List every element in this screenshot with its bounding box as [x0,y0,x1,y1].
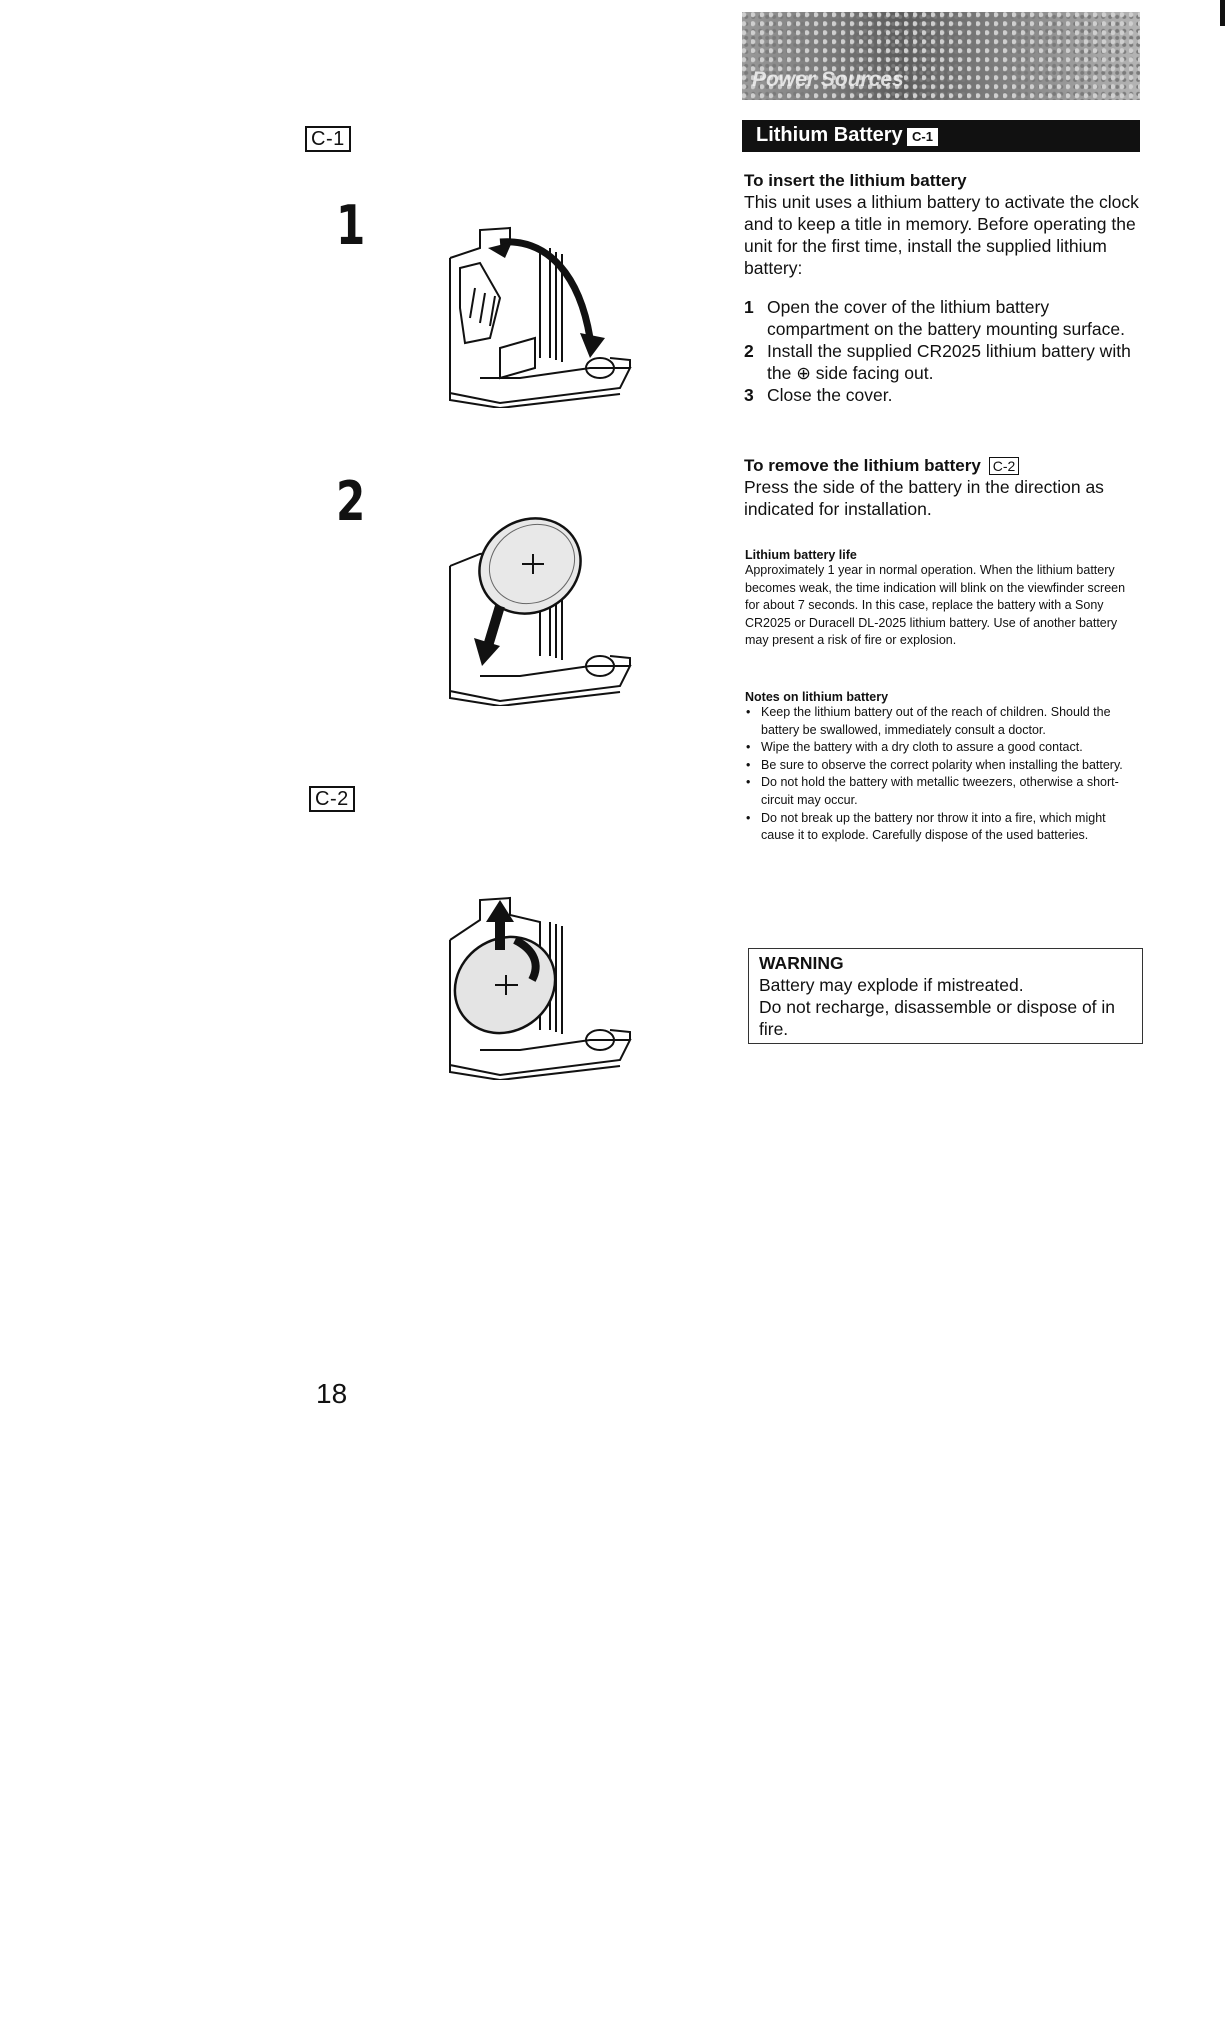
remove-text: Press the side of the battery in the direction as indicated for installation. [744,477,1104,519]
section-banner [742,12,1140,100]
list-item: 3 Close the cover. [744,385,893,405]
figure-c2-label: C-2 [309,786,355,812]
notes-heading: Notes on lithium battery [745,690,889,704]
remove-section [744,456,1144,520]
illustration-remove-battery [440,880,640,1080]
warning-title: WARNING [759,953,844,973]
remove-figure-tag: C-2 [989,457,1020,475]
insert-steps [744,296,1144,406]
page-number: 18 [316,1378,348,1409]
list-item: 2 Install the supplied CR2025 lithium battery with the ⊕ side facing out. [744,341,1131,383]
illustration-insert-battery [440,506,640,706]
figure-c1-label: C-1 [305,126,351,152]
list-item: • Do not break up the battery nor throw it into a fire, which might cause it to explode. Carefully dispose of the used batteries. [745,810,1140,845]
battery-life-section [745,548,1137,650]
section-banner-text: Power Sources [752,68,904,91]
illustration-open-cover [440,218,640,408]
list-item: • Be sure to observe the correct polarity when installing the battery. [745,757,1140,775]
scan-edge-mark [1220,0,1225,26]
list-item: • Do not hold the battery with metallic tweezers, otherwise a short-circuit may occur. [745,774,1140,809]
page-title: Lithium Battery [756,124,903,146]
list-item: • Wipe the battery with a dry cloth to assure a good contact. [745,739,1140,757]
warning-box [748,948,1143,1044]
notes-list [745,704,1140,845]
step-1-number: 1 [336,194,366,257]
warning-line-1: Battery may explode if mistreated. [759,975,1024,995]
title-figure-tag: C-1 [907,128,938,146]
list-item: 1 Open the cover of the lithium battery compartment on the battery mounting surface. [744,297,1125,339]
remove-heading: To remove the lithium battery C-2 [744,456,1144,476]
notes-section [745,690,1140,845]
insert-heading: To insert the lithium battery [744,171,967,190]
title-bar [742,120,1140,152]
insert-intro: This unit uses a lithium battery to activate the clock and to keep a title in memory. Before operating the unit for the first time, install the supplied lithium battery: [744,192,1139,278]
list-item: • Keep the lithium battery out of the reach of children. Should the battery be swallowed, immediately consult a doctor. [745,704,1140,739]
warning-line-2: Do not recharge, disassemble or dispose of in fire. [759,997,1116,1039]
step-2-number: 2 [336,470,366,533]
battery-life-text: Approximately 1 year in normal operation. When the lithium battery becomes weak, the time indication will blink on the viewfinder screen for about 7 seconds. In this case, replace the battery with a Sony CR2025 or Duracell DL-2025 lithium battery. Use of another battery may present a risk of fire or explosion. [745,563,1126,648]
insert-section [744,171,1144,406]
battery-life-heading: Lithium battery life [745,548,857,562]
